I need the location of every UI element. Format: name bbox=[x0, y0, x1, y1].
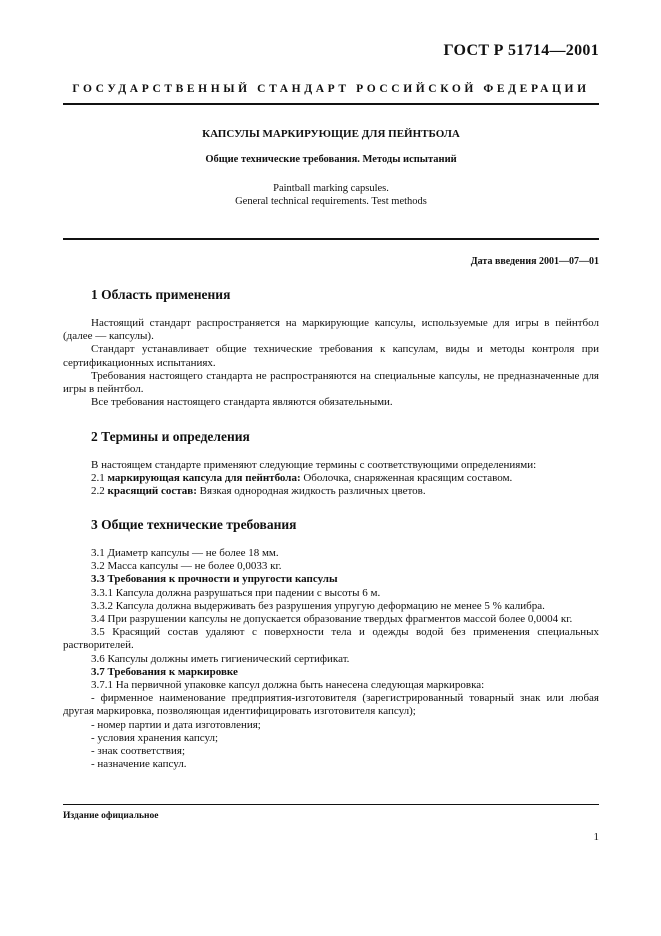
section-2-paragraph: В настоящем стандарте применяют следующие термины с соответствующими определениями: bbox=[91, 459, 537, 471]
section-1-paragraph: Стандарт устанавливает общие технические требования к капсулам, виды и методы контроля при сертификационных испытаниях. bbox=[63, 343, 599, 369]
section-1-body bbox=[63, 317, 599, 409]
marking-list-item: - знак соответствия; bbox=[91, 745, 186, 758]
introduction-date: Дата введения 2001—07—01 bbox=[470, 256, 599, 267]
gost-code: ГОСТ Р 51714—2001 bbox=[443, 42, 599, 59]
clause-3-4: 3.4 При разрушении капсулы не допускается образование твердых фрагментов массой более 0,0004 кг. bbox=[91, 613, 573, 626]
term-2-1 bbox=[63, 472, 599, 485]
term-2-2 bbox=[63, 485, 599, 498]
english-title bbox=[63, 182, 599, 208]
section-1-paragraph: Требования настоящего стандарта не распространяются на специальные капсулы, не предназначенные для игры в пейнтбол. bbox=[63, 369, 599, 396]
clause-3-1: 3.1 Диаметр капсулы — не более 18 мм. bbox=[91, 547, 279, 559]
clause-3-2: 3.2 Масса капсулы — не более 0,0033 кг. bbox=[91, 560, 282, 573]
english-title-line1: Paintball marking capsules. bbox=[273, 183, 389, 194]
page-number: 1 bbox=[593, 831, 599, 843]
marking-list-item: - номер партии и дата изготовления; bbox=[91, 718, 261, 731]
marking-list-item: - фирменное наименование предприятия-изготовителя (зарегистрированный товарный знак или любая другая маркировка, позволяющая идентифицировать изготовителя капсул); bbox=[63, 692, 599, 718]
marking-list-item: - назначение капсул. bbox=[91, 758, 187, 771]
clause-3-7-heading: 3.7 Требования к маркировке bbox=[91, 665, 238, 678]
document-title: КАПСУЛЫ МАРКИРУЮЩИЕ ДЛЯ ПЕЙНТБОЛА bbox=[202, 128, 460, 140]
section-2-heading: 2 Термины и определения bbox=[91, 429, 250, 444]
clause-3-3-2: 3.3.2 Капсула должна выдерживать без разрушения упругую деформацию не менее 5 % калибра. bbox=[91, 599, 545, 612]
footer-divider bbox=[63, 804, 599, 805]
clause-3-5: 3.5 Красящий состав удаляют с поверхности тела и одежды водой без применения специальных растворителей. bbox=[63, 626, 599, 652]
term-number: 2.2 bbox=[91, 485, 108, 498]
english-title-line2: General technical requirements. Test methods bbox=[235, 196, 427, 207]
state-standard-banner: ГОСУДАРСТВЕННЫЙ СТАНДАРТ РОССИЙСКОЙ ФЕДЕРАЦИИ bbox=[72, 83, 590, 95]
top-divider bbox=[63, 103, 599, 105]
term-definition: Оболочка, снаряженная красящим составом. bbox=[300, 472, 513, 485]
section-3-body bbox=[63, 547, 599, 771]
clause-3-7-1: 3.7.1 На первичной упаковке капсул должна быть нанесена следующая маркировка: bbox=[91, 679, 485, 692]
marking-list-item: - условия хранения капсул; bbox=[91, 731, 219, 744]
section-1-heading: 1 Область применения bbox=[91, 287, 231, 302]
term-name: красящий состав: bbox=[107, 485, 197, 498]
section-1-paragraph: Все требования настоящего стандарта являются обязательными. bbox=[91, 396, 393, 409]
clause-3-6: 3.6 Капсулы должны иметь гигиенический сертификат. bbox=[91, 652, 350, 665]
clause-3-3-1: 3.3.1 Капсула должна разрушаться при падении с высоты 6 м. bbox=[91, 586, 381, 599]
term-name: маркирующая капсула для пейнтбола: bbox=[107, 472, 301, 485]
section-3-heading: 3 Общие технические требования bbox=[91, 517, 297, 532]
section-2-body bbox=[63, 459, 599, 499]
clause-3-3-heading: 3.3 Требования к прочности и упругости капсулы bbox=[91, 573, 338, 586]
term-definition: Вязкая однородная жидкость различных цветов. bbox=[196, 485, 426, 498]
edition-label: Издание официальное bbox=[63, 811, 159, 821]
middle-divider bbox=[63, 238, 599, 240]
section-1-paragraph: Настоящий стандарт распространяется на маркирующие капсулы, используемые для игры в пейнтбол (далее — капсулы). bbox=[63, 317, 599, 343]
document-subtitle: Общие технические требования. Методы испытаний bbox=[205, 154, 457, 165]
term-number: 2.1 bbox=[91, 472, 108, 485]
